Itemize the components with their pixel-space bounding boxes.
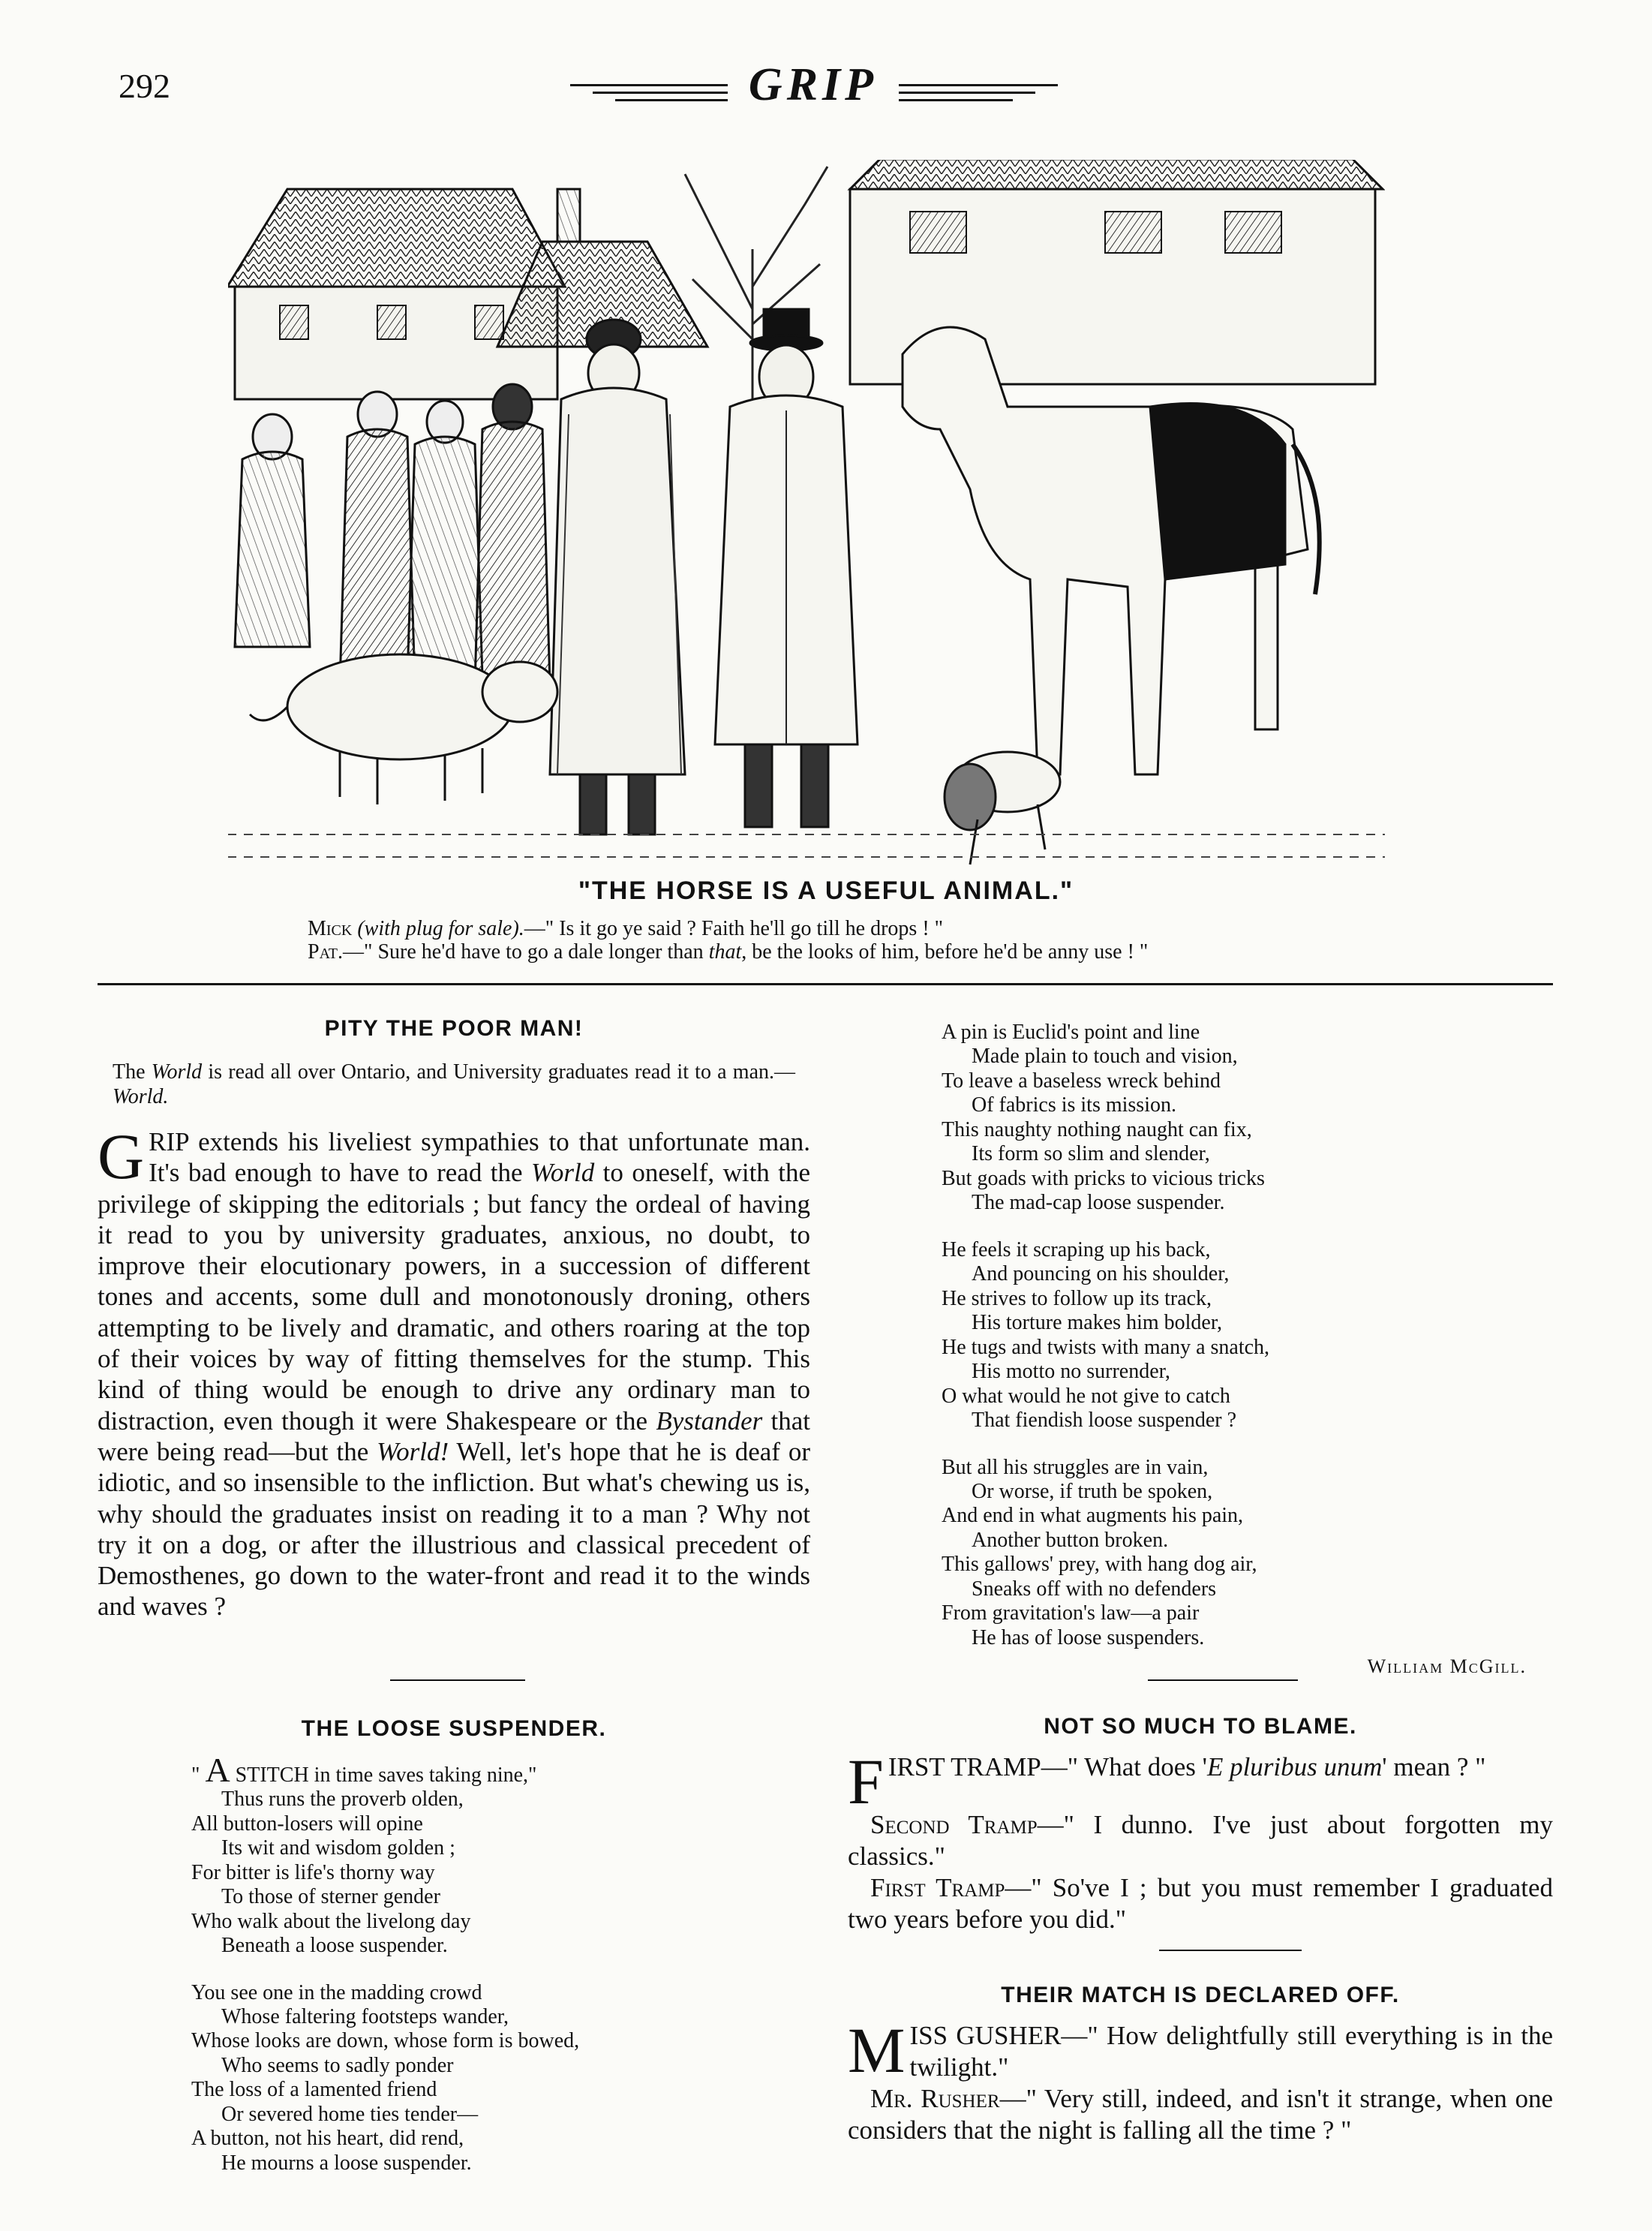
dog	[945, 752, 1060, 864]
stanza-5: But all his struggles are in vain, Or worse, if truth be spoken, And end in what augments his pain, Another button broken. This gallows' prey, with hang dog air, Sneaks off with no defenders From gravitation's law—a pair He has of loose suspenders.	[942, 1455, 1257, 1649]
article-pity	[98, 1015, 810, 1622]
stanza-1: " A STITCH in time saves taking nine," Thus runs the proverb olden, All button-losers will opine Its wit and wisdom golden ; For bitter is life's thorny way To those of sterner gender Who walk about the livelong day Beneath a loose suspender.	[191, 1750, 537, 1958]
ground-hatching	[227, 834, 1386, 857]
pat-speech-b: , be the looks of him, before he'd be anny use ! "	[741, 940, 1149, 964]
stanza-2: You see one in the madding crowd Whose faltering footsteps wander, Whose looks are down, whose form is bowed, Who seems to sadly ponder The loss of a lamented friend Or severed home ties tender— A button, not his heart, did rend, He mourns a loose suspender.	[191, 1980, 580, 2175]
stanza-4: He feels it scraping up his back, And pouncing on his shoulder, He strives to follow up its track, His torture makes him bolder, He tugs and twists with many a snatch, His motto no surrender, O what would he not give to catch That fiendish loose suspender ?	[942, 1237, 1270, 1433]
blame-dialog: FIRST TRAMP—" What does 'E pluribus unum' mean ? " Second Tramp—" I dunno. I've just about forgotten my classics." First Tramp—" So've I ; but you must remember I graduated two years before you did."	[848, 1745, 1553, 1934]
crowd	[235, 384, 550, 684]
pig	[250, 654, 557, 804]
stage-direction: (with plug for sale).	[357, 917, 524, 940]
divider	[1159, 1950, 1302, 1951]
page-number: 292	[119, 67, 170, 105]
divider	[390, 1679, 525, 1681]
pat-speech-em: that	[708, 940, 742, 964]
mick-speech: —" Is it go ye said ? Faith he'll go till he drops ! "	[524, 917, 944, 940]
heading-match: THEIR MATCH IS DECLARED OFF.	[1001, 1983, 1400, 2007]
dropcap-f: F	[848, 1745, 884, 1818]
pat-speech-a: —" Sure he'd have to go a dale longer than	[343, 940, 709, 964]
caption-pat-line	[308, 940, 1148, 964]
masthead-title: GRIP	[731, 59, 896, 112]
speaker-mick: Mick	[308, 917, 353, 940]
poem-loose-suspender	[191, 1715, 716, 2198]
caption-mick-line	[308, 917, 943, 941]
masthead	[570, 59, 1058, 116]
author-signature: William McGill.	[1367, 1655, 1527, 1678]
horse-fair-illustration	[227, 159, 1386, 876]
stanza-3: A pin is Euclid's point and line Made plain to touch and vision, To leave a baseless wreck behind Of fabrics is its mission. This naughty nothing naught can fix, Its form so slim and slender, But goads with pricks to vicious tricks The mad-cap loose suspender.	[942, 1021, 1265, 1215]
pity-epigraph: The World is read all over Ontario, and University graduates read it to a man.—World.	[113, 1060, 795, 1109]
illustration-caption: "THE HORSE IS A USEFUL ANIMAL."	[578, 876, 1074, 905]
mick-and-pat	[550, 309, 858, 834]
dropcap-g: G	[98, 1120, 145, 1192]
pity-body: GRIP extends his liveliest sympathies to that unfortunate man. It's bad enough to have to read the World to oneself, with the privilege of skipping the editorials ; but fancy the ordeal of having it read to you by university graduates, anxious, no doubt, to improve their elocutionary powers, in a succession of different tones and accents, some dull and monotonously droning, others attempting to be lively and dramatic, and others roaring at the top of their voices by way of fitting themselves for the stump. This kind of thing would be enough to drive any ordinary man to distraction, even though it were Shakespeare or the Bystander that were being read—but the World! Well, let's hope that he is deaf or idiotic, and so insensible to the infliction. But what's chewing us is, why should the graduates insist on reading it to a man ? Why not try it on a dog, or after the illustrious and classical precedent of Demosthenes, go down to the water-front and read it to the winds and waves ?	[98, 1120, 810, 1622]
heading-pity: PITY THE POOR MAN!	[324, 1016, 584, 1041]
dropcap-m: M	[848, 2013, 906, 2086]
poem-continued	[942, 1021, 1534, 1679]
heading-suspender: THE LOOSE SUSPENDER.	[301, 1716, 607, 1741]
main-divider	[98, 983, 1553, 985]
article-match-declared-off	[848, 1981, 1553, 2146]
speaker-pat: Pat.	[308, 940, 344, 964]
divider	[1148, 1679, 1298, 1681]
horse	[903, 327, 1320, 774]
heading-blame: NOT SO MUCH TO BLAME.	[1044, 1714, 1357, 1739]
article-not-so-much-to-blame	[848, 1712, 1553, 1935]
match-dialog: MISS GUSHER—" How delightfully still everything is in the twilight." Mr. Rusher—" Very still, indeed, and isn't it strange, when one considers that the night is falling all the time ? "	[848, 2013, 1553, 2145]
